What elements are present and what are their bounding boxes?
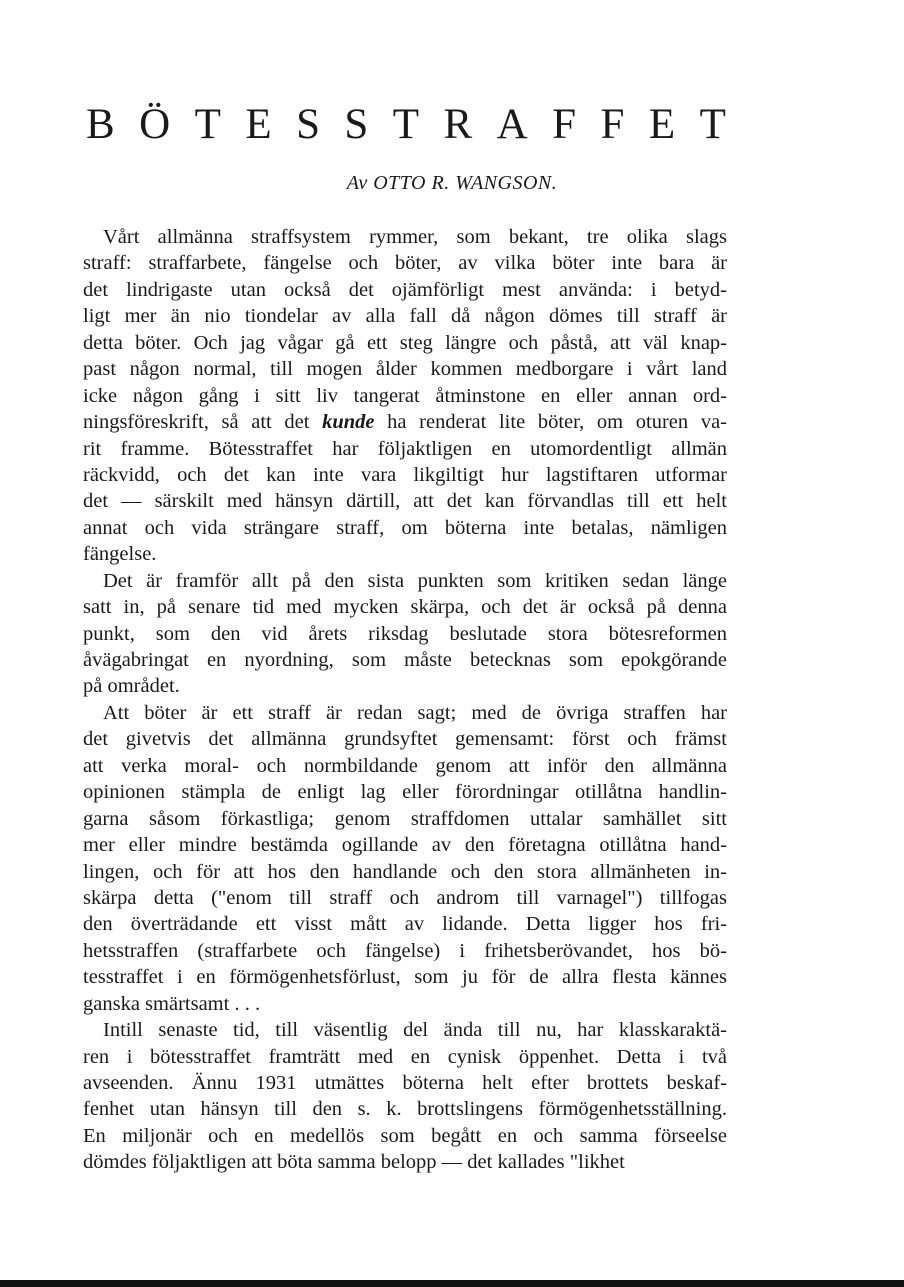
title-letter: T xyxy=(699,101,726,148)
text-line: satt in, på senare tid med mycken skärpa, och det är också på denna xyxy=(83,596,727,619)
text-line: räckvidd, och det kan inte vara likgiltigt hur lagstiftaren utformar xyxy=(83,463,727,486)
paragraph xyxy=(83,568,727,700)
text-line: skärpa detta ("enom till straff och androm till varnagel") tillfogas xyxy=(83,886,727,909)
title-letter: E xyxy=(648,101,676,148)
title-letter: S xyxy=(296,101,320,148)
paragraph xyxy=(83,700,727,1017)
text-line: fenhet utan hänsyn till den s. k. brottslingens förmögenhetsställning. xyxy=(83,1098,727,1121)
text-line: det lindrigaste utan också det ojämförligt mest använda: i betyd- xyxy=(83,278,727,301)
paragraph xyxy=(83,1017,727,1176)
text-line: garna såsom förkastliga; genom straffdomen uttalar samhället sitt xyxy=(83,807,727,830)
text-line: Intill senaste tid, till väsentlig del ända till nu, har klasskaraktä- xyxy=(103,1019,727,1042)
text-line: tesstraffet i en förmögenhetsförlust, som ju för de allra flesta kännes xyxy=(83,966,727,989)
title-letter: S xyxy=(344,101,369,148)
text-line: åvägabringat en nyordning, som måste betecknas som epokgörande xyxy=(83,649,727,671)
text-line: ren i bötesstraffet framträtt med en cynisk öppenhet. Detta i två xyxy=(83,1045,727,1068)
text-line: att verka moral- och normbildande genom att inför den allmänna xyxy=(83,754,727,777)
paragraph xyxy=(83,224,727,568)
text-line: rit framme. Bötesstraffet har följaktligen en utomordentligt allmän xyxy=(83,437,727,460)
title-letter: T xyxy=(194,101,221,148)
article-body xyxy=(83,224,727,1176)
text-line: ningsföreskrift, så att det kunde ha renderat lite böter, om oturen va- xyxy=(83,411,727,434)
title-letter: T xyxy=(392,101,420,148)
text-line: icke någon gång i sitt liv tangerat åtminstone en eller annan ord- xyxy=(83,384,727,407)
text-line: detta böter. Och jag vågar gå ett steg längre och påstå, att väl knap- xyxy=(83,331,727,354)
title-letter: B xyxy=(86,101,115,148)
text-line: lingen, och för att hos den handlande och den stora allmänheten in- xyxy=(83,860,727,883)
title-letter: R xyxy=(443,101,473,148)
text-line: avseenden. Ännu 1931 utmättes böterna helt efter brottets beskaf- xyxy=(83,1072,727,1094)
title-letter: E xyxy=(245,101,272,148)
text-line: mer eller mindre bestämda ogillande av den företagna otillåtna hand- xyxy=(83,834,727,857)
text-line: past någon normal, till mogen ålder kommen medborgare i vårt land xyxy=(83,358,727,381)
text-line: En miljonär och en medellös som begått en och samma förseelse xyxy=(83,1124,727,1147)
text-line: ligt mer än nio tiondelar av alla fall då någon dömes till straff är xyxy=(83,305,727,328)
text-line: det — särskilt med hänsyn därtill, att det kan förvandlas till ett helt xyxy=(83,490,727,513)
text-line: på området. xyxy=(83,675,180,698)
title-letter: F xyxy=(600,101,625,148)
text-line: annat och vida strängare straff, om böterna inte betalas, nämligen xyxy=(83,516,727,539)
text-line: fängelse. xyxy=(83,543,157,566)
text-line: opinionen stämpla de enligt lag eller förordningar otillåtna handlin- xyxy=(83,781,727,804)
article-title xyxy=(86,100,726,149)
title-letter: A xyxy=(496,101,528,148)
title-letter: F xyxy=(552,101,577,148)
text-line: punkt, som den vid årets riksdag beslutade stora bötesreformen xyxy=(83,622,727,645)
text-line: Vårt allmänna straffsystem rymmer, som bekant, tre olika slags xyxy=(103,226,727,248)
text-line: ganska smärtsamt . . . xyxy=(83,992,261,1015)
text-line: det givetvis det allmänna grundsyftet gemensamt: först och främst xyxy=(83,728,727,751)
title-letter: Ö xyxy=(139,101,171,148)
text-line: hetsstraffen (straffarbete och fängelse) i frihetsberövandet, hos bö- xyxy=(83,939,727,962)
text-line: Att böter är ett straff är redan sagt; med de övriga straffen har xyxy=(103,701,727,724)
emphasized-word: kunde xyxy=(322,411,375,434)
text-line: den överträdande ett visst mått av lidande. Detta ligger hos fri- xyxy=(83,913,727,936)
text-line: straff: straffarbete, fängelse och böter, av vilka böter inte bara är xyxy=(83,252,727,275)
byline: Av OTTO R. WANGSON. xyxy=(346,172,558,194)
text-line: dömdes följaktligen att böta samma belopp — det kallades "likhet xyxy=(83,1151,625,1174)
page-edge xyxy=(0,1280,904,1287)
text-line: Det är framför allt på den sista punkten som kritiken sedan länge xyxy=(103,569,727,592)
